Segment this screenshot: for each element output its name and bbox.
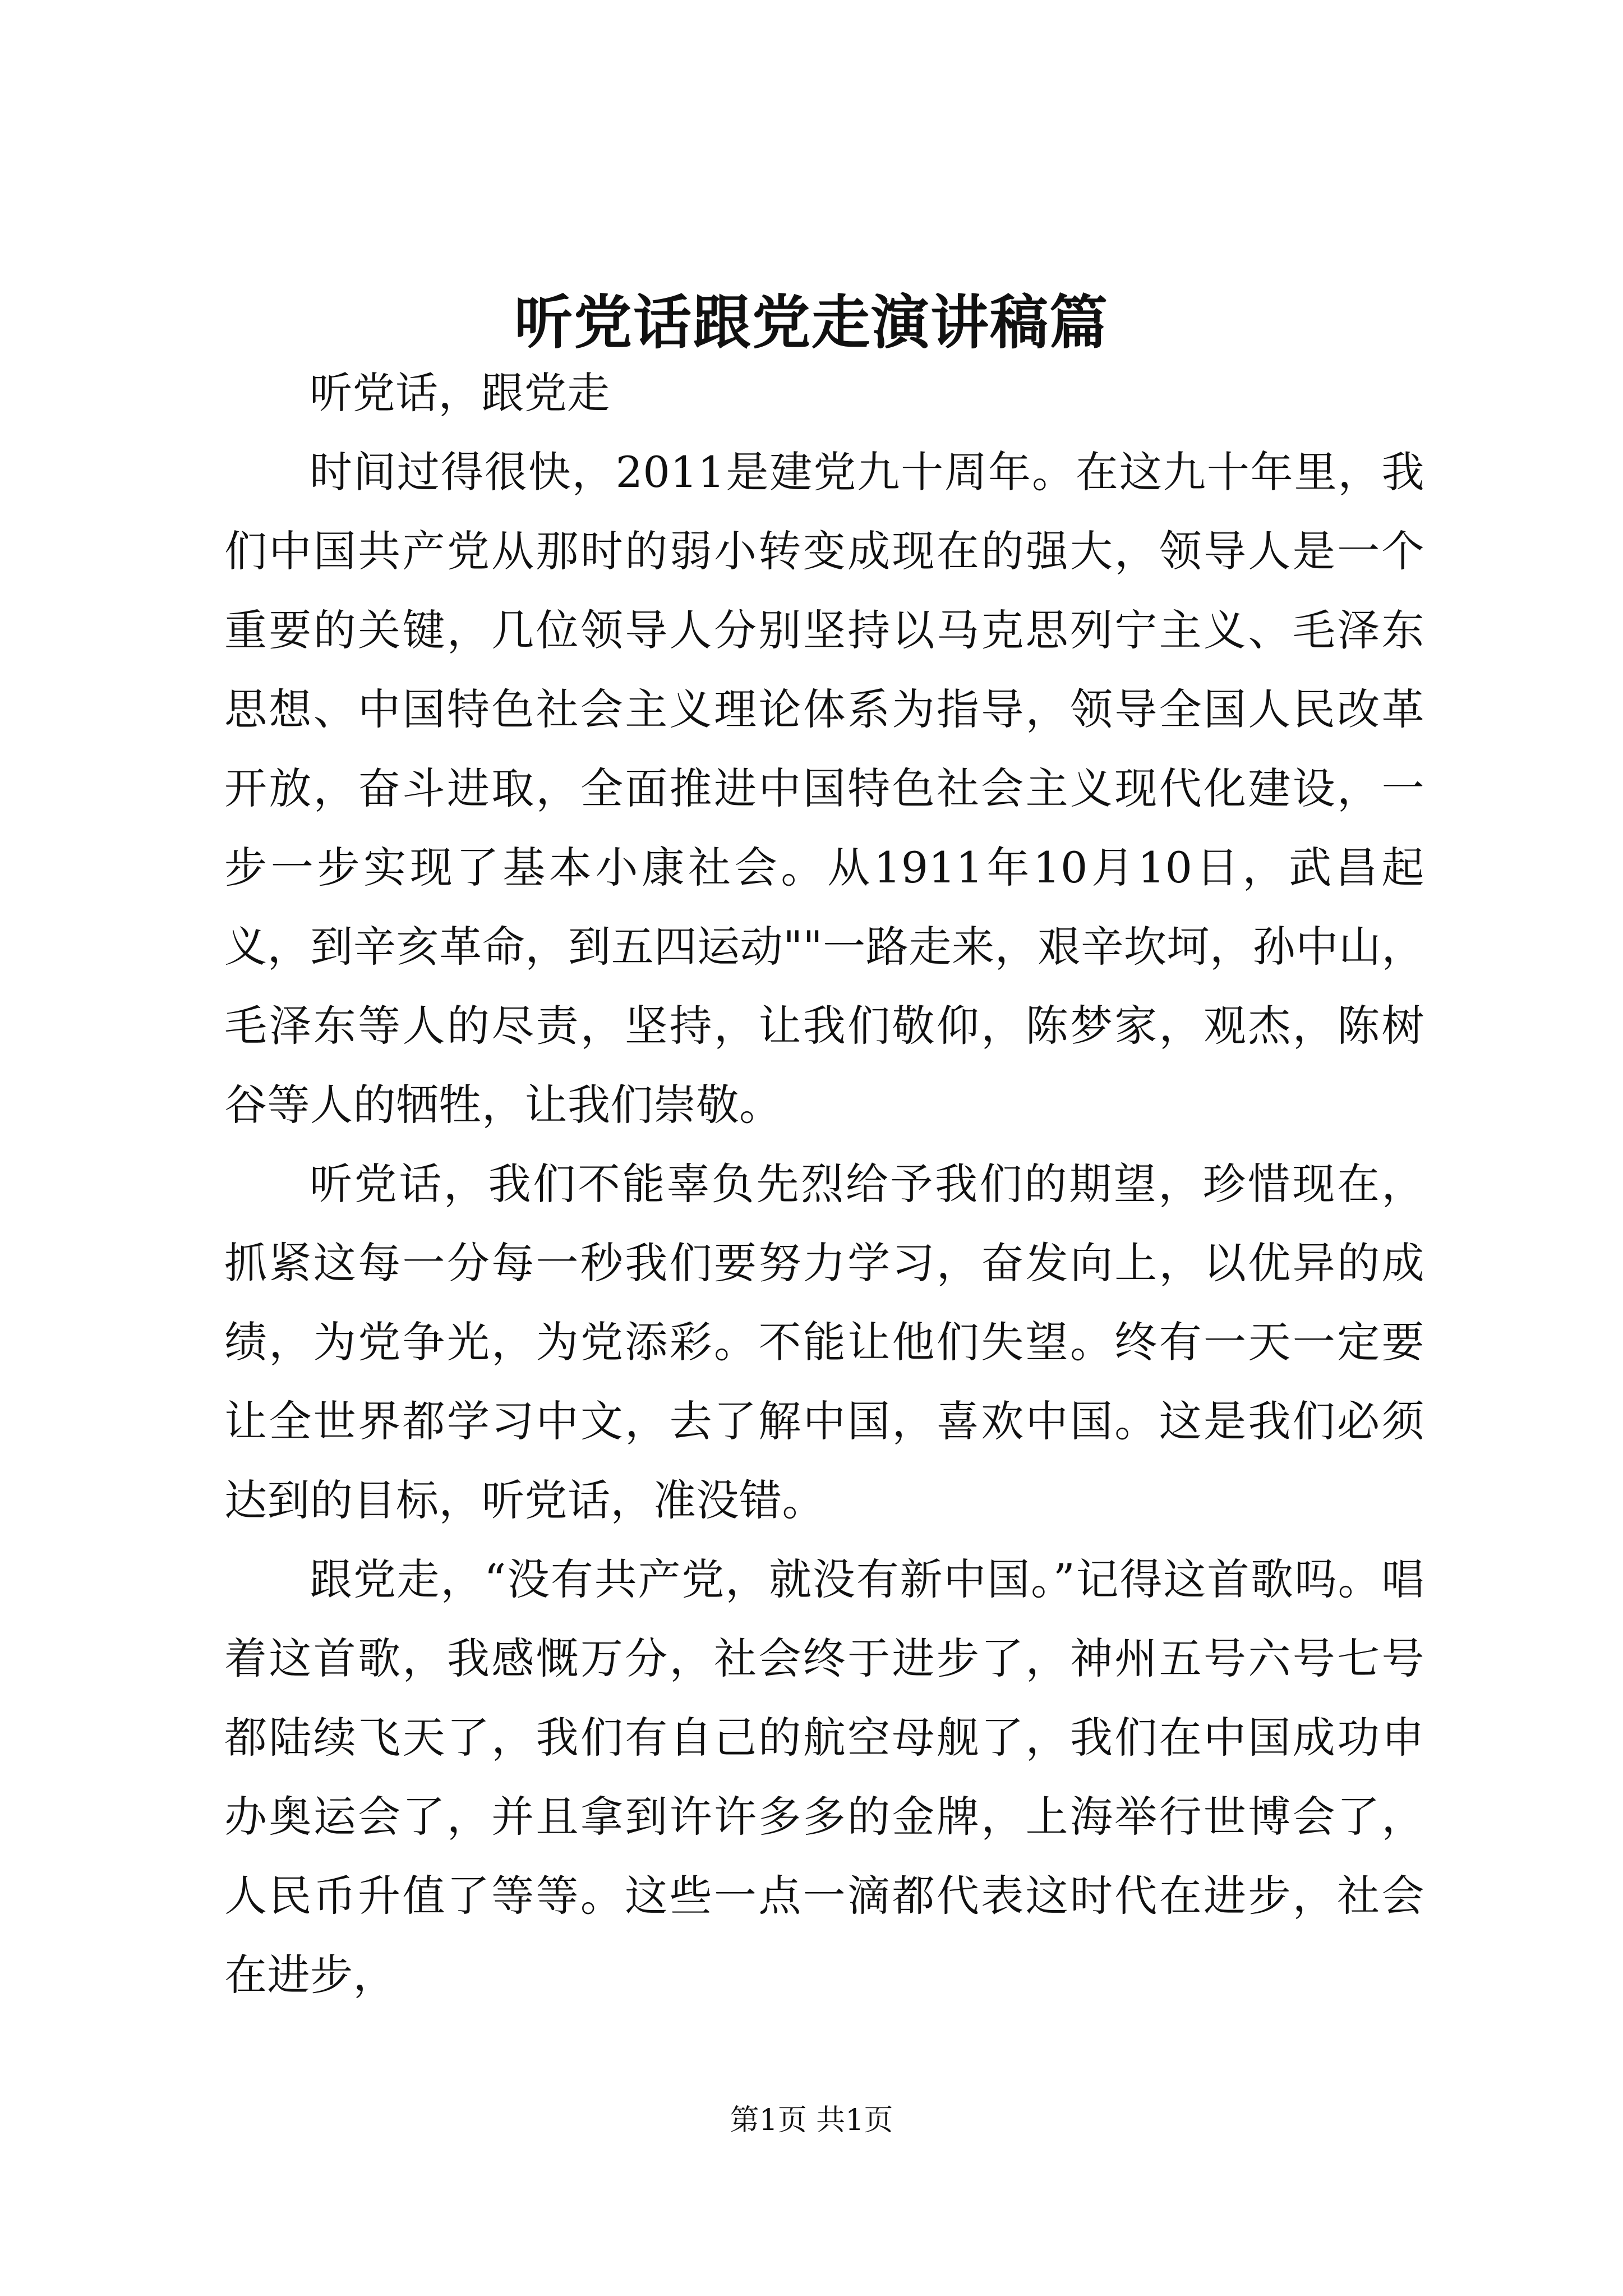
paragraph-listen-to-party: 听党话，我们不能辜负先烈给予我们的期望，珍惜现在，抓紧这每一分每一秒我们要努力学习，奋发向上，以优异的成绩，为党争光，为党添彩。不能让他们失望。终有一天一定要让全世界都学习中文，去了解中国，喜欢中国。这是我们必须达到的目标，听党话，准没错。 (224, 1159, 1424, 1525)
page-footer: 第1页 共1页 (730, 2104, 893, 2137)
document-body (224, 353, 1424, 2014)
paragraph-follow-party: 跟党走，“没有共产党，就没有新中国。”记得这首歌吗。唱着这首歌，我感慨万分，社会终于进步了，神州五号六号七号都陆续飞天了，我们有自己的航空母舰了，我们在中国成功申办奥运会了，并且拿到许许多多的金牌，上海举行世博会了，人民币升值了等等。这些一点一滴都代表这时代在进步，社会在进步， (224, 1554, 1424, 2000)
document-title: 听党话跟党走演讲稿篇 (514, 288, 1109, 357)
paragraph-history: 时间过得很快，2011是建党九十周年。在这九十年里，我们中国共产党从那时的弱小转变成现在的强大，领导人是一个重要的关键，几位领导人分别坚持以马克思列宁主义、毛泽东思想、中国特色社会主义理论体系为指导，领导全国人民改革开放，奋斗进取，全面推进中国特色社会主义现代化建设，一步一步实现了基本小康社会。从1911年10月10日，武昌起义，到辛亥革命，到五四运动""一路走来，艰辛坎坷，孙中山，毛泽东等人的尽责，坚持，让我们敬仰，陈梦家，观杰，陈树谷等人的牺牲，让我们崇敬。 (224, 447, 1424, 1130)
paragraph-subtitle: 听党话，跟党走 (310, 368, 610, 418)
